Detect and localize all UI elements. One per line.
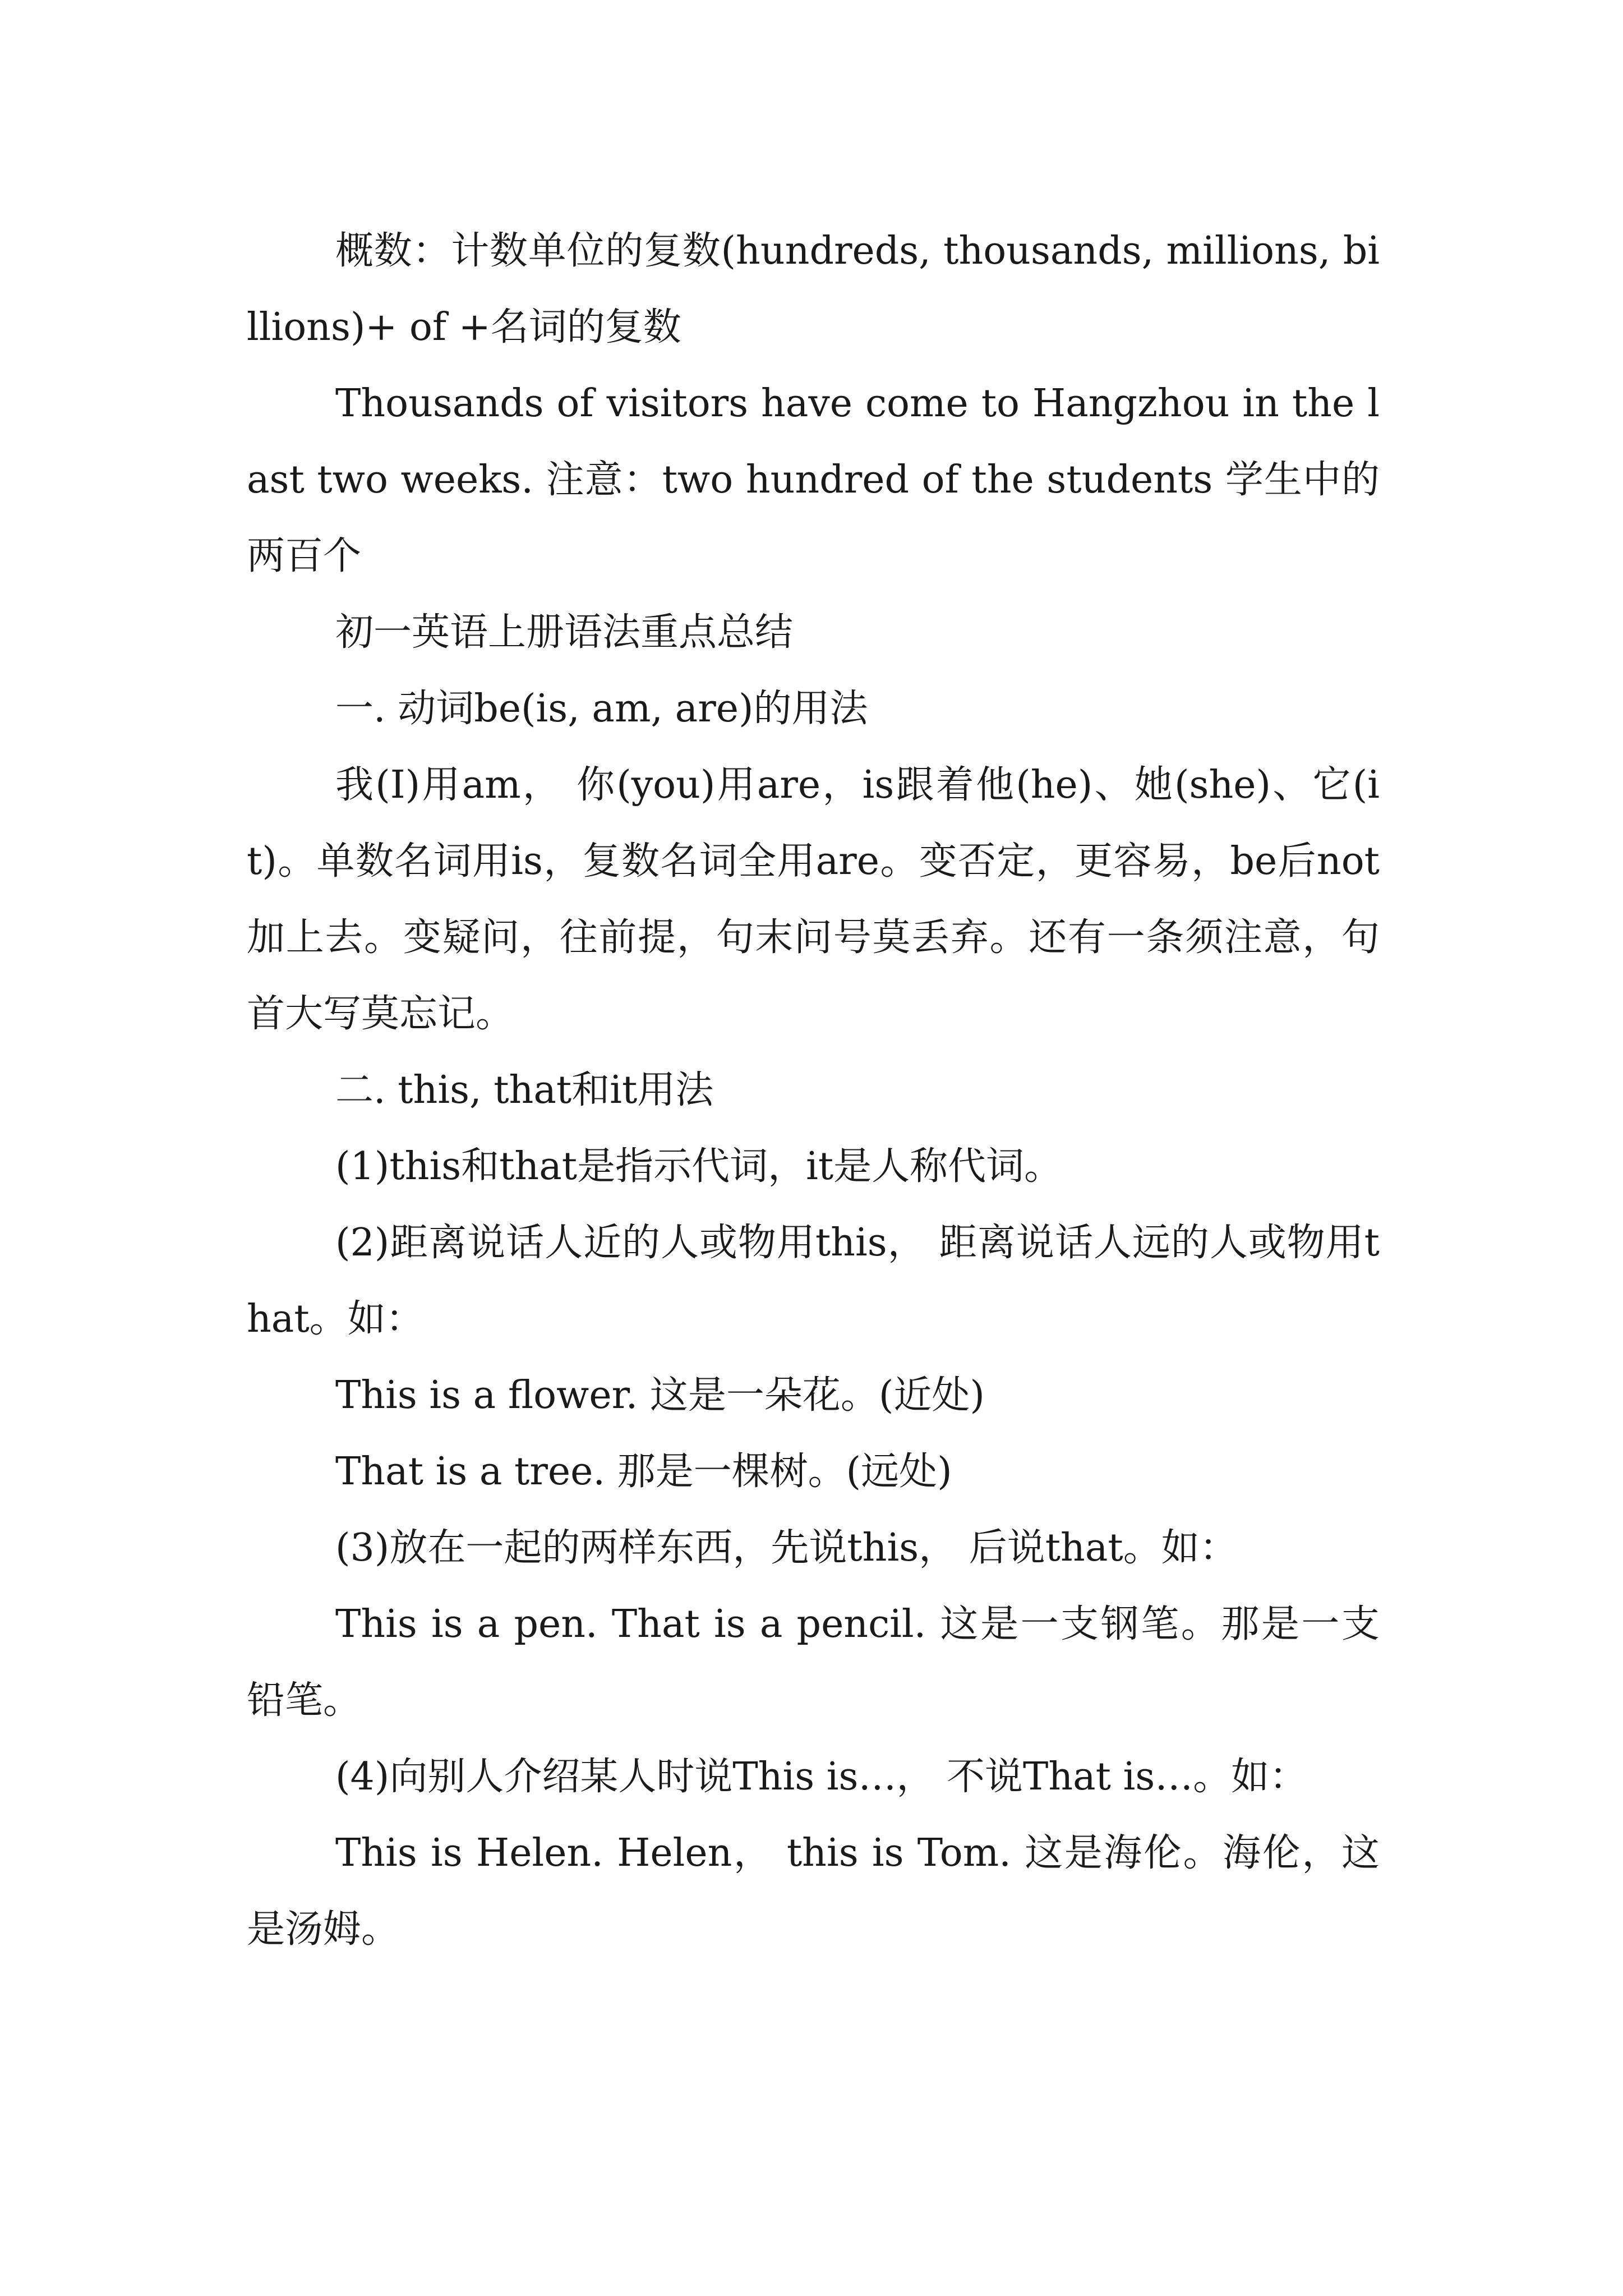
example-pen-pencil: This is a pen. That is a pencil. 这是一支钢笔。那是一支铅笔。 [247,1602,1380,1723]
example-tree: That is a tree. 那是一棵树。(远处) [335,1450,952,1494]
document-body [247,213,1380,1968]
paragraph-approximate-numbers: 概数：计数单位的复数(hundreds, thousands, millions, billions)+ of +名词的复数 [247,229,1380,349]
rule-1-demonstrative: (1)this和that是指示代词，it是人称代词。 [335,1144,1063,1189]
example-flower: This is a flower. 这是一朵花。(近处) [335,1373,985,1418]
rule-4-introduction: (4)向别人介绍某人时说This is…， 不说That is…。如： [335,1755,1308,1799]
example-helen-tom: This is Helen. Helen， this is Tom. 这是海伦。海伦，这是汤姆。 [247,1831,1380,1952]
paragraph-verb-be-rhyme: 我(I)用am， 你(you)用are，is跟着他(he)、她(she)、它(it)。单数名词用is，复数名词全用are。变否定，更容易，be后not加上去。变疑问，往前提，句末问号莫丢弃。还有一条须注意，句首大写莫忘记。 [247,763,1380,1036]
section-heading-grammar-summary: 初一英语上册语法重点总结 [335,610,794,655]
paragraph-thousands-example: Thousands of visitors have come to Hangzhou in the last two weeks. 注意：two hundred of the students 学生中的两百个 [247,381,1380,578]
heading-verb-be: 一. 动词be(is, am, are)的用法 [335,687,868,731]
rule-2-distance: (2)距离说话人近的人或物用this， 距离说话人远的人或物用that。如： [247,1221,1380,1341]
heading-this-that-it: 二. this, that和it用法 [335,1068,714,1112]
rule-3-order: (3)放在一起的两样东西，先说this， 后说that。如： [335,1526,1238,1570]
